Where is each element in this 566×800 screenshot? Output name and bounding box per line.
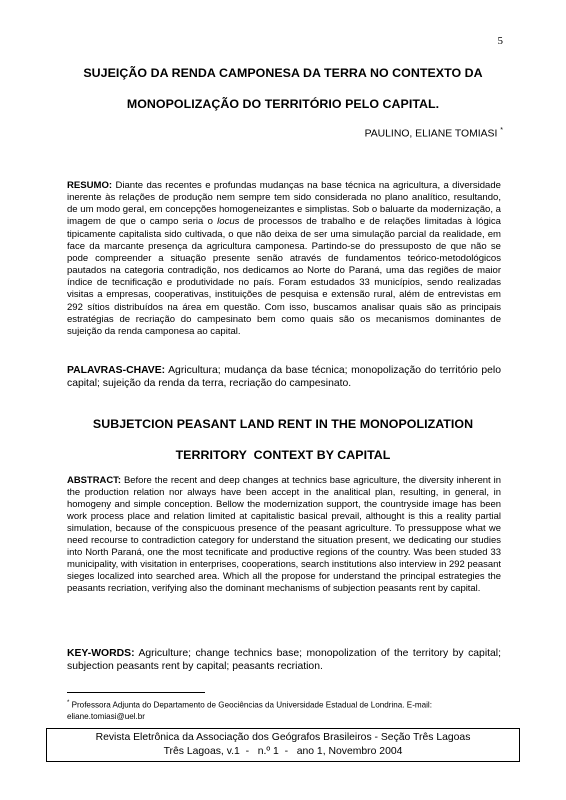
palavras-chave-label: PALAVRAS-CHAVE:	[67, 365, 166, 376]
key-words-text: Agriculture; change technics base; monopolization of the territory by capital; subjection peasants rent by capital; peasants recriation.	[67, 648, 501, 673]
english-title-line-1: SUBJETCION PEASANT LAND RENT IN THE MONOPOLIZATION	[92, 417, 474, 431]
article-title-line-1: SUJEIÇÃO DA RENDA CAMPONESA DA TERRA NO CONTEXTO DA	[83, 66, 483, 80]
author-footnote-mark: *	[500, 127, 503, 134]
footnote	[67, 698, 501, 722]
author-name: PAULINO, ELIANE TOMIASI	[364, 128, 498, 140]
journal-footer-line-2: Três Lagoas, v.1 - n.º 1 - ano 1, Novembro 2004	[163, 746, 403, 757]
resumo-text-a: Diante das recentes e profundas mudanças na base técnica na agricultura, a diversidade inerente às relações de produção nem sempre tem sido considerada no plano analítico, resultando, de um modo geral, em concepções homogeneizantes e simplistas. Sob o baluarte da modernização, a imagem de que o campo seria o	[67, 180, 501, 228]
page-number: 5	[497, 35, 503, 47]
footnote-text: Professora Adjunta do Departamento de Geociências da Universidade Estadual de Londrina. E-mail: eliane.tomiasi@uel.br	[67, 700, 432, 721]
key-words-paragraph	[67, 647, 501, 673]
palavras-chave-text: Agricultura; mudança da base técnica; monopolização do território pelo capital; sujeição da renda da terra, recriação do campesinato.	[67, 365, 501, 390]
english-title-line-2: TERRITORY CONTEXT BY CAPITAL	[175, 448, 391, 462]
palavras-chave-paragraph	[67, 364, 501, 390]
resumo-paragraph	[67, 180, 501, 338]
article-title-line-2: MONOPOLIZAÇÃO DO TERRITÓRIO PELO CAPITAL.	[126, 97, 440, 111]
abstract-label: ABSTRACT:	[67, 475, 121, 486]
resumo-label: RESUMO:	[67, 180, 113, 191]
resumo-italic-term: locus	[217, 216, 240, 228]
footnote-divider	[67, 692, 205, 693]
resumo-text-b: de processos de trabalho e de relações limitadas à lógica tipicamente capitalista sido cultivada, o que não deixa de ser uma simulação parcial da realidade, em face da marcante presença da agricultura camponesa. Partindo-se do pressuposto de que não se pode compreender a situação presente senão através de fundamentos teórico-metodológicos pautados na categoria contradição, nos dedicamos ao Norte do Paraná, uma das regiões de maior índice de tecnificação e produtividade no país. Foram estudados 33 municípios, sendo realizadas visitas a empresas, cooperativas, instituições de pesquisa e extensão rural, além de entrevistas em 292 sítios distribuídos na área em questão. Com isso, buscamos analisar quais são as principais estratégias de recriação do campesinato bem como quais são os mecanismos dominantes de sujeição da renda camponesa ao capital.	[67, 216, 501, 337]
footnote-mark: *	[67, 700, 70, 706]
abstract-text: Before the recent and deep changes at technics base agriculture, the diversity inherent in the production relation nor always have been accept in the analitical plan, resulting, in general, in homogeny and simple conception. Bellow the modernization support, the countryside image has been work process place and relation limited at capitalistic basical prevail, althought is this a reality partial simulation, because of the conspicuous presence of the peasant agriculture. To pressuppose what we need recourse to contradiction category for understand the situation present, we dedicating our studies into North Paraná, one the most tecnificate and productive regions of the country. Was been studed 33 municipality, with visitation in enterprises, cooperations, search institutions also interview in 292 peasant sieges localized into searched area. Which all the propose for understand the principal estrategies the peasants recriation, verifying also the dominant mechanisms of subjection peasants rent by capital.	[67, 475, 501, 594]
key-words-label: KEY-WORDS:	[67, 648, 135, 659]
journal-footer-box	[46, 728, 520, 762]
journal-footer-line-1: Revista Eletrônica da Associação dos Geógrafos Brasileiros - Seção Três Lagoas	[95, 732, 471, 743]
abstract-paragraph	[67, 475, 501, 595]
author-line	[365, 127, 503, 139]
